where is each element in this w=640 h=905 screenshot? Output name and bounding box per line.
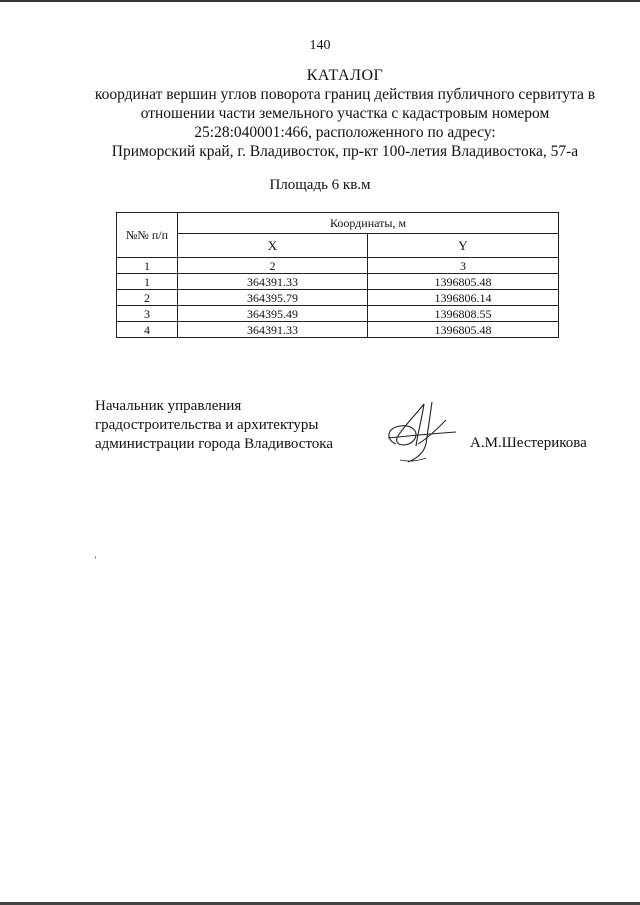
row-number: 2 [117, 290, 178, 306]
catalog-line-3: 25:28:040001:466, расположенного по адресу: [194, 124, 496, 141]
page-number: 140 [309, 38, 331, 53]
top-scan-edge [0, 0, 640, 2]
handwritten-signature [378, 398, 468, 468]
table-row [117, 274, 559, 290]
scan-speck [95, 556, 96, 559]
col-num-header: №№ п/п [117, 213, 178, 258]
y-value: 1396805.48 [368, 274, 559, 290]
y-value: 1396808.55 [368, 306, 559, 322]
signatory-position-line-2: градостроительства и архитектуры [95, 417, 319, 433]
row-number: 1 [117, 274, 178, 290]
signatory-name: А.М.Шестерикова [470, 435, 587, 451]
catalog-line-1: координат вершин углов поворота границ действия публичного сервитута в [94, 86, 596, 103]
x-value: 364395.49 [178, 306, 368, 322]
index-cell: 2 [178, 258, 368, 274]
table-row [117, 290, 559, 306]
x-header: X [178, 234, 368, 258]
y-header: Y [368, 234, 559, 258]
y-value: 1396806.14 [368, 290, 559, 306]
coords-header: Координаты, м [178, 213, 559, 234]
area-label: Площадь 6 кв.м [269, 177, 371, 193]
row-number: 4 [117, 322, 178, 338]
x-value: 364391.33 [178, 322, 368, 338]
catalog-heading: КАТАЛОГ [306, 67, 384, 84]
catalog-line-2: отношении части земельного участка с кадастровым номером [140, 105, 550, 122]
index-cell: 3 [368, 258, 559, 274]
coordinates-table [116, 212, 559, 338]
index-cell: 1 [117, 258, 178, 274]
table-row [117, 306, 559, 322]
catalog-title-block [70, 66, 620, 161]
index-row [117, 258, 559, 274]
signatory-position-line-1: Начальник управления [95, 398, 242, 414]
x-value: 364391.33 [178, 274, 368, 290]
row-number: 3 [117, 306, 178, 322]
y-value: 1396805.48 [368, 322, 559, 338]
table-row [117, 322, 559, 338]
catalog-line-4: Приморский край, г. Владивосток, пр-кт 100-летия Владивостока, 57-а [111, 143, 579, 160]
x-value: 364395.79 [178, 290, 368, 306]
signatory-position-line-3: администрации города Владивостока [95, 436, 334, 452]
signatory-position [95, 397, 333, 454]
